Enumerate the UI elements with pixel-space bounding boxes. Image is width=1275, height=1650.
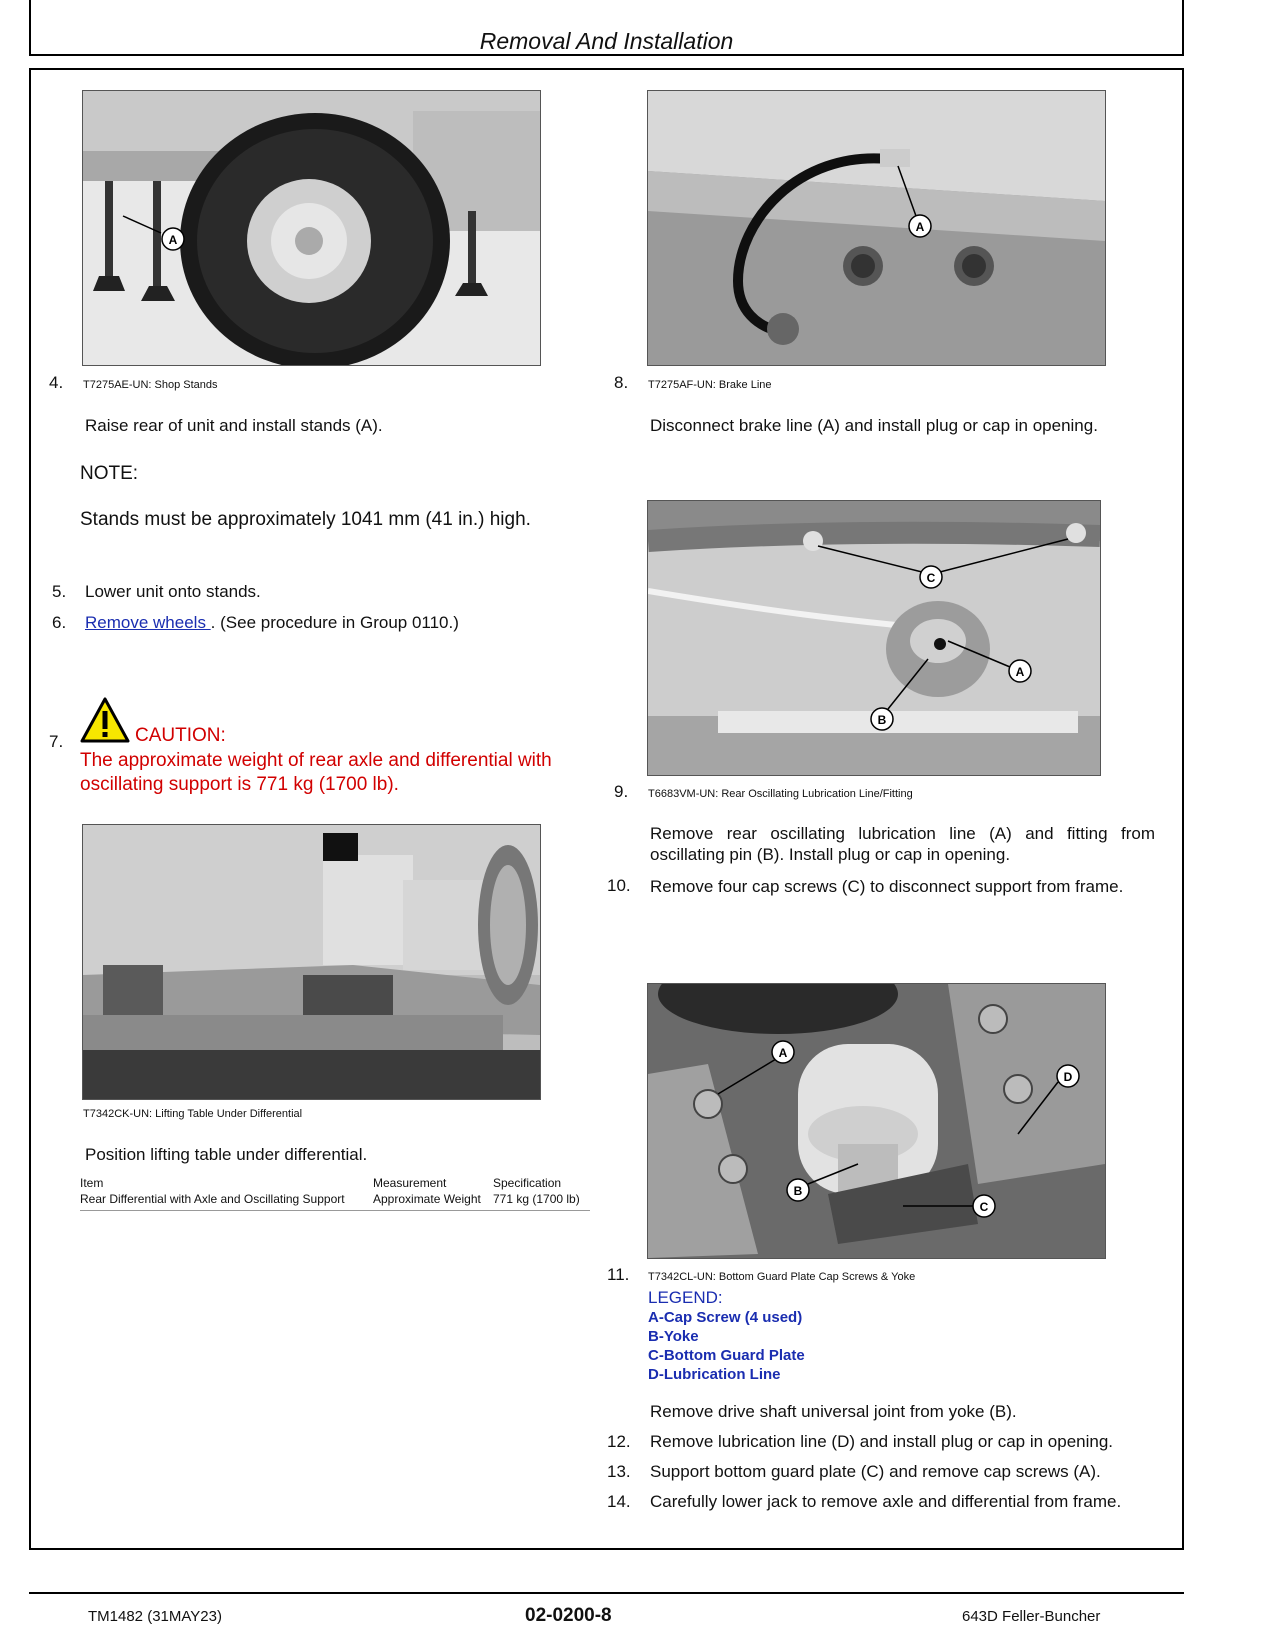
legend-item: C-Bottom Guard Plate xyxy=(648,1347,805,1364)
legend-item: B-Yoke xyxy=(648,1328,699,1345)
legend-item: D-Lubrication Line xyxy=(648,1366,781,1383)
step-number: 6. xyxy=(52,613,67,632)
step-number: 10. xyxy=(607,876,631,895)
step-text: Disconnect brake line (A) and install plug or cap in opening. xyxy=(650,416,1098,435)
figure-caption: T7275AE-UN: Shop Stands xyxy=(83,379,218,391)
step-text: Remove drive shaft universal joint from yoke (B). xyxy=(650,1402,1017,1421)
table-header: Item xyxy=(80,1176,104,1190)
step-text: Remove lubrication line (D) and install plug or cap in opening. xyxy=(650,1432,1114,1451)
note-text: Stands must be approximately 1041 mm (41 in.) high. xyxy=(80,509,531,530)
lifting-table-image xyxy=(82,824,541,1100)
legend-title: LEGEND: xyxy=(648,1288,723,1307)
step-number: 7. xyxy=(49,732,64,751)
step-text: . (See procedure in Group 0110.) xyxy=(210,613,459,632)
specification-table xyxy=(80,1175,590,1211)
table-header: Measurement xyxy=(373,1176,447,1190)
page-number: 02-0200-8 xyxy=(525,1605,612,1626)
step-text: Carefully lower jack to remove axle and differential from frame. xyxy=(650,1492,1122,1511)
lubrication-line-image xyxy=(647,500,1101,776)
remove-wheels-link[interactable]: Remove wheels xyxy=(85,613,211,632)
step-text: Support bottom guard plate (C) and remove cap screws (A). xyxy=(650,1462,1101,1481)
figure-caption: T6683VM-UN: Rear Oscillating Lubrication Line/Fitting xyxy=(648,788,913,800)
table-header: Specification xyxy=(493,1176,562,1190)
figure-caption: T7342CK-UN: Lifting Table Under Differential xyxy=(83,1108,303,1120)
table-header-row xyxy=(80,1175,590,1191)
step-number: 9. xyxy=(614,782,629,801)
step-number: 8. xyxy=(614,373,629,392)
step-text: Remove four cap screws (C) to disconnect support from frame. xyxy=(650,877,1124,896)
table-row xyxy=(80,1191,590,1211)
callout-a: A xyxy=(1015,665,1025,679)
legend-item: A-Cap Screw (4 used) xyxy=(648,1309,803,1326)
step-text: Position lifting table under differential. xyxy=(85,1145,368,1164)
callout-a: A xyxy=(168,233,178,247)
step-number: 14. xyxy=(607,1492,631,1511)
page-title: Removal And Installation xyxy=(479,28,734,54)
footer-model: 643D Feller-Buncher xyxy=(962,1608,1101,1625)
caution-label: CAUTION: xyxy=(135,725,226,746)
guard-plate-image xyxy=(647,983,1106,1259)
step-number: 4. xyxy=(49,373,64,392)
table-cell: Approximate Weight xyxy=(373,1192,481,1206)
caution-text: The approximate weight of rear axle and differential with oscillating support is 771 kg (1700 lb). xyxy=(80,750,552,795)
table-cell: 771 kg (1700 lb) xyxy=(493,1192,580,1206)
note-label: NOTE: xyxy=(80,463,139,484)
footer-rule xyxy=(29,1592,1184,1594)
callout-b: B xyxy=(877,713,887,727)
callout-c: C xyxy=(979,1200,989,1214)
figure-caption: T7275AF-UN: Brake Line xyxy=(648,379,772,391)
brake-line-image xyxy=(647,90,1106,366)
step-number: 12. xyxy=(607,1432,631,1451)
table-cell: Rear Differential with Axle and Oscillating Support xyxy=(80,1192,345,1206)
step-number: 11. xyxy=(607,1265,630,1284)
step-text: Remove rear oscillating lubrication line (A) and fitting from oscillating pin (B). Install plug or cap in opening. xyxy=(650,824,1155,864)
callout-d: D xyxy=(1063,1070,1073,1084)
callout-b: B xyxy=(793,1184,803,1198)
step-number: 13. xyxy=(607,1462,631,1481)
warning-triangle-icon xyxy=(80,697,130,743)
shop-stands-image xyxy=(82,90,541,366)
callout-a: A xyxy=(915,220,925,234)
figure-caption: T7342CL-UN: Bottom Guard Plate Cap Screws & Yoke xyxy=(648,1271,916,1283)
step-text: Lower unit onto stands. xyxy=(85,582,261,601)
callout-a: A xyxy=(778,1046,788,1060)
step-number: 5. xyxy=(52,582,67,601)
callout-c: C xyxy=(926,571,936,585)
footer-doc-id: TM1482 (31MAY23) xyxy=(88,1608,222,1625)
step-text: Raise rear of unit and install stands (A). xyxy=(85,416,383,435)
